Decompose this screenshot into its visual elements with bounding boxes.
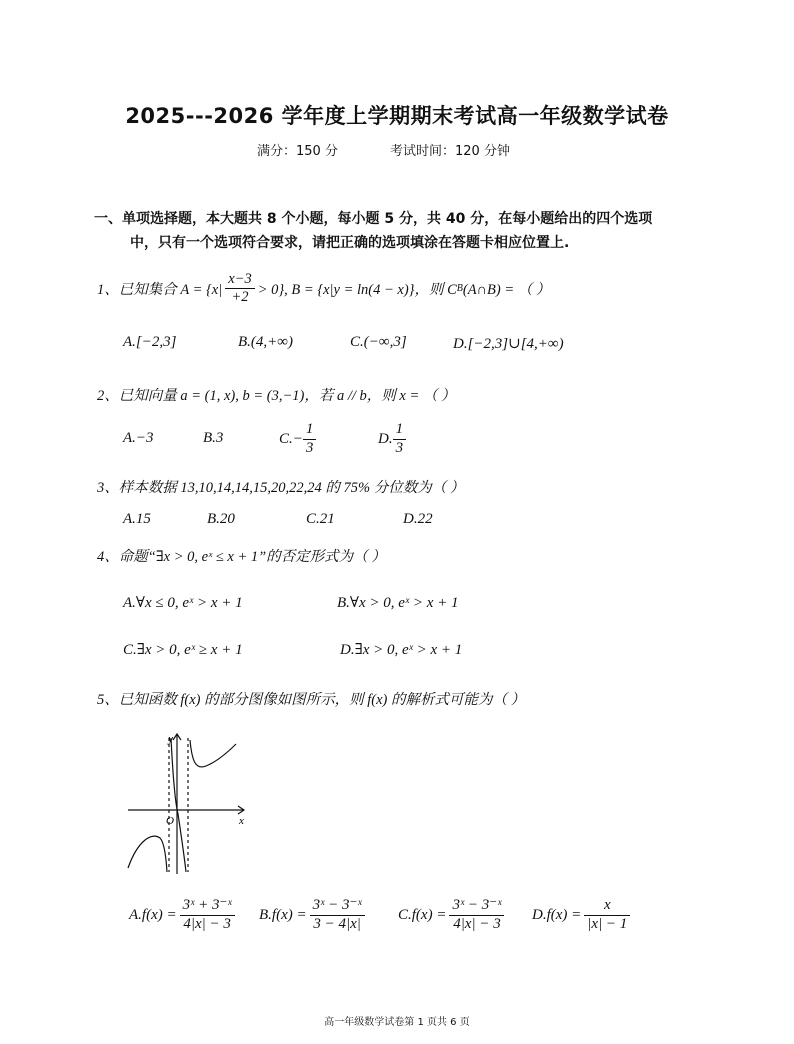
graph-y-label: y (168, 733, 173, 745)
q5-option-d (532, 892, 630, 938)
page-title: 2025---2026 学年度上学期期末考试高一年级数学试卷 (125, 104, 669, 128)
graph-x-label: x (239, 815, 244, 827)
function-graph (124, 728, 254, 876)
q2-d-num: 1 (393, 421, 407, 439)
right-branch-curve (190, 740, 236, 767)
q2-option-d-label: D. (378, 430, 393, 447)
q5-option-b-label: B.f(x) = (259, 906, 307, 923)
q4-option-b: B.∀x > 0, eˣ > x + 1 (337, 595, 459, 611)
q5-d-num: x (584, 897, 630, 915)
q5-c-num: 3ˣ − 3⁻ˣ (449, 897, 504, 915)
q5-d-den: |x| − 1 (587, 915, 628, 932)
q2-option-d (378, 418, 406, 460)
section-heading-line1: 一、单项选择题，本大题共 8 个小题，每小题 5 分，共 40 分，在每小题给出的四个选项 (94, 211, 653, 227)
q2-c-den: 3 (305, 439, 314, 456)
q1-middle: > 0}, B = {x|y = ln(4 − x)}，则 C (257, 281, 457, 298)
question-2: 2、已知向量 a = (1, x), b = (3,−1)，若 a // b，则 x = （ ） (97, 388, 456, 404)
q1-option-b: B.(4,+∞) (238, 334, 293, 350)
q2-c-num: 1 (303, 421, 317, 439)
q1-frac-den: +2 (231, 288, 249, 305)
q5-a-den: 4|x| − 3 (183, 915, 231, 932)
full-score: 满分：150 分 (257, 144, 338, 159)
page-footer: 高一年级数学试卷第 1 页共 6 页 (324, 1017, 470, 1028)
q1-option-d: D.[−2,3]∪[4,+∞) (453, 336, 564, 352)
q3-option-b: B.20 (207, 511, 235, 527)
q2-d-den: 3 (395, 439, 404, 456)
q3-option-a: A.15 (123, 511, 151, 527)
q4-option-d: D.∃x > 0, eˣ > x + 1 (340, 642, 463, 658)
q1-fraction (225, 271, 254, 305)
q4-option-c: C.∃x > 0, eˣ ≥ x + 1 (123, 642, 243, 658)
graph-origin-label: O (166, 815, 174, 827)
q5-b-num: 3ˣ − 3⁻ˣ (310, 897, 365, 915)
section-heading-line2: 中，只有一个选项符合要求，请把正确的选项填涂在答题卡相应位置上. (130, 235, 570, 251)
q5-b-den: 3 − 4|x| (313, 915, 361, 932)
exam-time: 考试时间：120 分钟 (390, 144, 510, 159)
q5-option-c-label: C.f(x) = (398, 906, 447, 923)
q1-suffix: (A∩B) = （ ） (462, 281, 551, 298)
q3-option-d: D.22 (403, 511, 433, 527)
q5-a-num: 3ˣ + 3⁻ˣ (180, 897, 235, 915)
question-1 (97, 268, 550, 308)
q1-subscript: B (456, 282, 463, 294)
q1-option-c: C.(−∞,3] (350, 334, 407, 350)
q5-option-d-label: D.f(x) = (532, 906, 582, 923)
question-4: 4、命题“∃x > 0, eˣ ≤ x + 1”的否定形式为（ ） (97, 549, 386, 565)
q5-option-b (259, 892, 365, 938)
question-3: 3、样本数据 13,10,14,14,15,20,22,24 的 75% 分位数为（ ） (97, 480, 465, 496)
question-5: 5、已知函数 f(x) 的部分图像如图所示，则 f(x) 的解析式可能为（ ） (97, 692, 526, 708)
q5-option-a-label: A.f(x) = (129, 906, 177, 923)
q2-option-c (279, 418, 316, 460)
left-branch-curve (128, 836, 167, 872)
q1-prefix: 1、已知集合 A = {x| (97, 281, 223, 298)
q5-option-a (129, 892, 235, 938)
q5-c-den: 4|x| − 3 (453, 915, 501, 932)
q2-option-c-label: C.− (279, 430, 303, 447)
q4-option-a: A.∀x ≤ 0, eˣ > x + 1 (123, 595, 243, 611)
q2-option-a: A.−3 (123, 430, 154, 446)
q1-frac-num: x−3 (225, 271, 254, 289)
q3-option-c: C.21 (306, 511, 335, 527)
middle-branch-curve (171, 738, 186, 872)
q1-option-a: A.[−2,3] (123, 334, 177, 350)
q5-option-c (398, 892, 504, 938)
q2-option-b: B.3 (203, 430, 224, 446)
